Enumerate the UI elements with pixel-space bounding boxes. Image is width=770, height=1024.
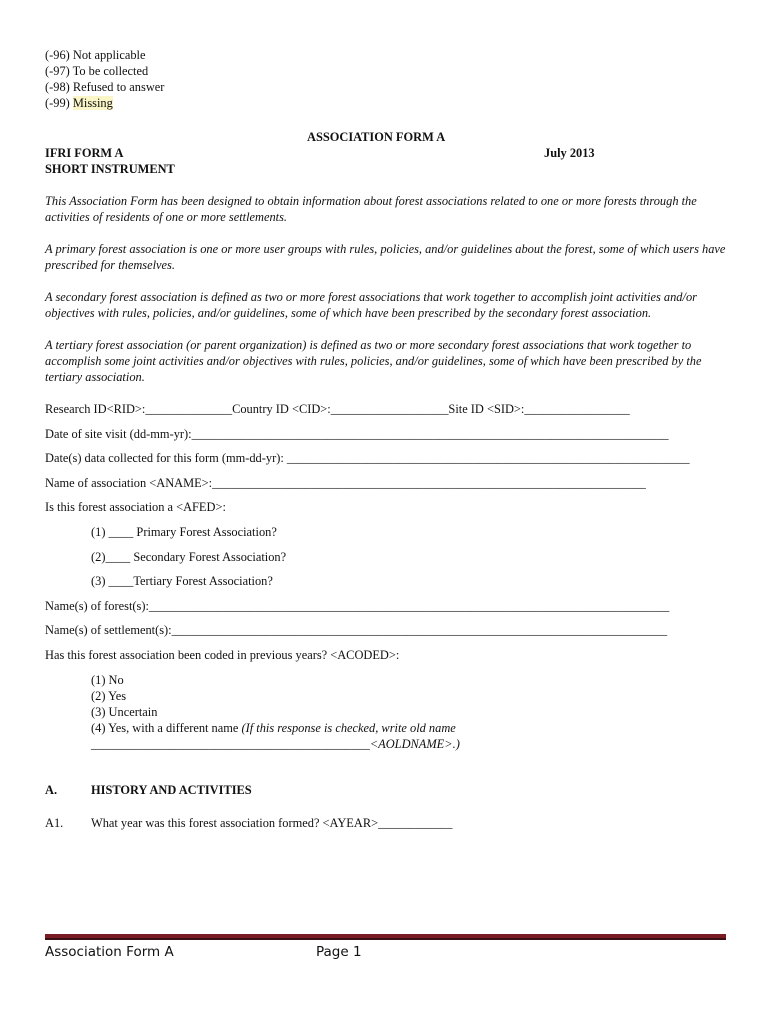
coded-option-uncertain[interactable]: (3) Uncertain bbox=[91, 704, 158, 719]
intro-paragraph: A secondary forest association is defined as two or more forest associations that work together to accomplish joint activities and/or objectives with rules, policies, and/or guidelines, some of which have been prescribed by the secondary forest association. bbox=[45, 290, 697, 320]
intro-text bbox=[45, 193, 735, 385]
question-text: What year was this forest association formed? <AYEAR>____________ bbox=[91, 815, 453, 830]
footer-page-number: Page 1 bbox=[316, 944, 362, 960]
code-refused: (-98) Refused to answer bbox=[45, 80, 165, 94]
form-fields bbox=[45, 401, 735, 752]
code-to-be-collected: (-97) To be collected bbox=[45, 64, 149, 78]
question-number: A1. bbox=[45, 815, 64, 830]
highlighted-missing: Missing bbox=[72, 96, 113, 110]
intro-paragraph: A tertiary forest association (or parent organization) is defined as two or more secondary forest associations that work together to accomplish some joint activities and/or objectives with rules, policies, and/or guidelines, some of which have been prescribed by the tertiary association. bbox=[45, 338, 702, 384]
coded-question: Has this forest association been coded in previous years? <ACODED>: bbox=[45, 647, 400, 662]
id-fields[interactable]: Research ID<RID>:______________Country ID <CID>:___________________Site ID <SID>:_________________ bbox=[45, 402, 630, 416]
section-a-heading bbox=[45, 782, 735, 798]
site-visit-field[interactable]: Date of site visit (dd-mm-yr):_____________________________________________________________________________ bbox=[45, 426, 669, 441]
coded-option-yes[interactable]: (2) Yes bbox=[91, 688, 127, 703]
intro-paragraph: This Association Form has been designed to obtain information about forest associations related to one or more forests through the activities of residents of one or more settlements. bbox=[45, 194, 697, 224]
afed-option-primary[interactable]: (1) ____ Primary Forest Association? bbox=[91, 524, 277, 539]
instrument-type: SHORT INSTRUMENT bbox=[45, 162, 175, 176]
option-note: (If this response is checked, write old name bbox=[241, 720, 456, 735]
coded-options bbox=[45, 672, 735, 752]
form-name: IFRI FORM A bbox=[45, 146, 124, 160]
form-header-row bbox=[45, 145, 735, 161]
afed-option-secondary[interactable]: (2)____ Secondary Forest Association? bbox=[91, 549, 287, 564]
section-number: A. bbox=[45, 782, 58, 797]
code-not-applicable: (-96) Not applicable bbox=[45, 48, 146, 62]
afed-question: Is this forest association a <AFED>: bbox=[45, 500, 226, 515]
document-page bbox=[45, 47, 735, 831]
code-missing: (-99) Missing bbox=[45, 96, 113, 110]
question-a1[interactable] bbox=[45, 815, 735, 831]
footer-rule bbox=[45, 934, 726, 940]
forests-field[interactable]: Name(s) of forest(s):____________________________________________________________________________________ bbox=[45, 598, 670, 613]
coded-option-no[interactable]: (1) No bbox=[91, 672, 124, 687]
afed-option-tertiary[interactable]: (3) ____Tertiary Forest Association? bbox=[91, 574, 273, 589]
old-name-code: <AOLDNAME>.) bbox=[369, 736, 460, 751]
form-date: July 2013 bbox=[544, 146, 595, 160]
data-collected-field[interactable]: Date(s) data collected for this form (mm-dd-yr): _________________________________________________________________ bbox=[45, 451, 690, 466]
intro-paragraph: A primary forest association is one or more user groups with rules, policies, and/or guidelines about the forest, some of which users have prescribed for themselves. bbox=[45, 242, 726, 272]
association-name-field[interactable]: Name of association <ANAME>:______________________________________________________________________ bbox=[45, 475, 646, 490]
old-name-line[interactable]: _____________________________________________<AOLDNAME>.) bbox=[91, 736, 460, 751]
section-title: HISTORY AND ACTIVITIES bbox=[91, 782, 252, 797]
settlements-field[interactable]: Name(s) of settlement(s):________________________________________________________________________________ bbox=[45, 623, 668, 638]
form-title: ASSOCIATION FORM A bbox=[307, 130, 446, 144]
coded-option-different-name[interactable]: (4) Yes, with a different name (If this response is checked, write old name bbox=[91, 720, 456, 735]
response-codes bbox=[45, 47, 735, 111]
footer-form-name: Association Form A bbox=[45, 944, 174, 960]
